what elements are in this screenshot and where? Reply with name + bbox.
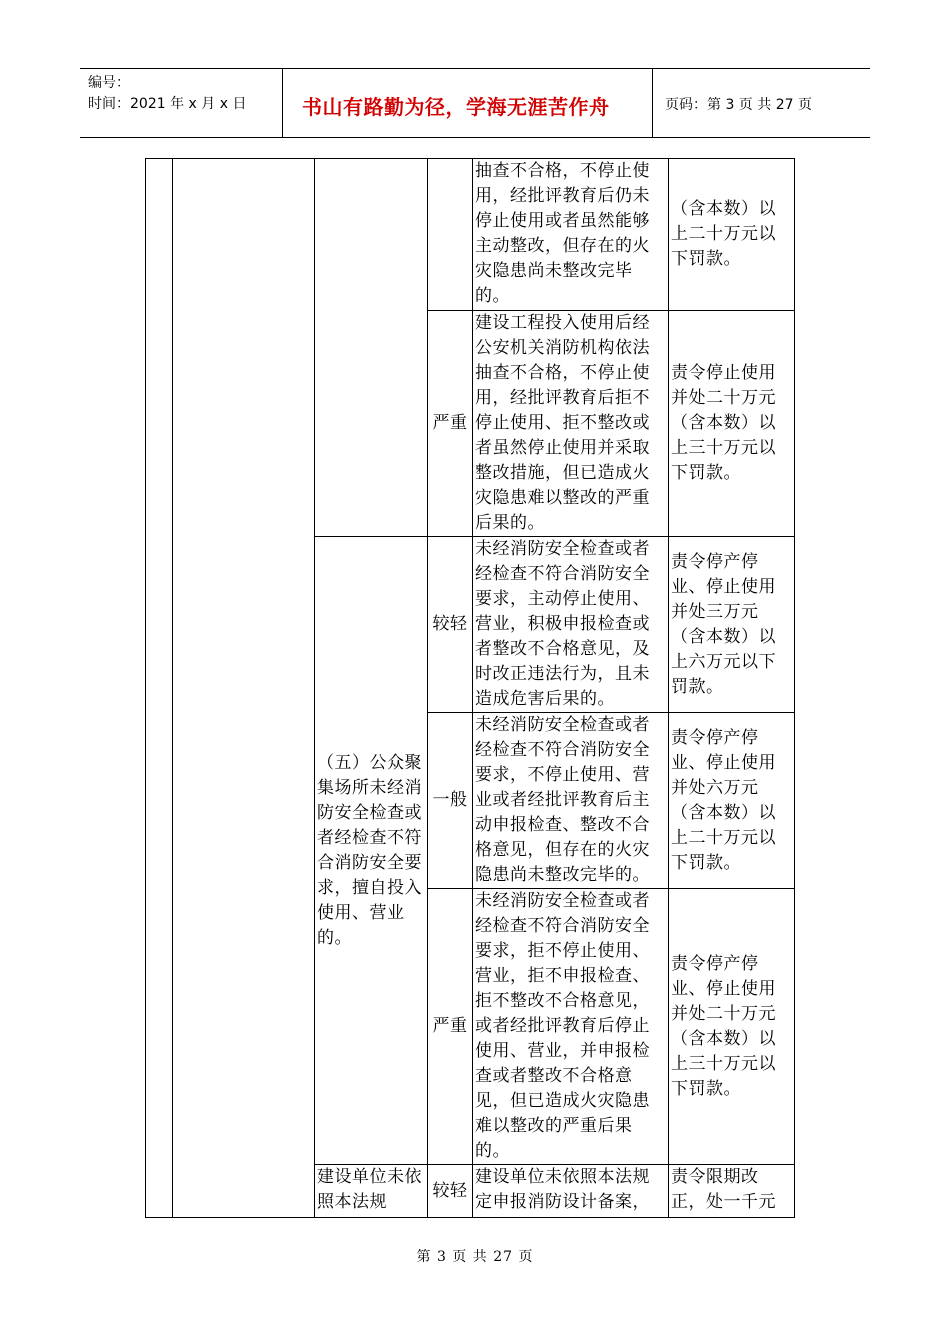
penalty-cell: 责令限期改正，处一千元 bbox=[669, 1165, 794, 1217]
severity-level-cell: 严重 bbox=[428, 889, 472, 1164]
header-meta bbox=[88, 73, 246, 115]
violation-cell: （五）公众聚集场所未经消防安全检查或者经检查不符合消防安全要求，擅自投入使用、营业的。 bbox=[315, 537, 427, 1164]
fact-cell: 未经消防安全检查或者经检查不符合消防安全要求，不停止使用、营业或者经批评教育后主动申报检查、整改不合格意见，但存在的火灾隐患尚未整改完毕的。 bbox=[473, 713, 668, 888]
severity-level-cell: 较轻 bbox=[428, 1165, 472, 1217]
fact-cell: 抽查不合格，不停止使用，经批评教育后仍未停止使用或者虽然能够主动整改，但存在的火灾隐患尚未整改完毕的。 bbox=[473, 159, 668, 310]
doc-number-label: 编号： bbox=[88, 75, 130, 91]
page-header bbox=[80, 68, 870, 138]
header-divider bbox=[652, 69, 653, 137]
severity-level-cell: 严重 bbox=[428, 311, 472, 536]
severity-level-cell bbox=[428, 159, 472, 310]
category-column-cell bbox=[173, 159, 314, 1217]
penalty-cell: 责令停产停业、停止使用并处六万元（含本数）以上二十万元以下罚款。 bbox=[669, 713, 794, 888]
page-footer: 第 3 页 共 27 页 bbox=[416, 1249, 534, 1265]
penalty-table bbox=[145, 158, 795, 1218]
fact-cell: 建设工程投入使用后经公安机关消防机构依法抽查不合格，不停止使用，经批评教育后拒不停止使用、拒不整改或者虽然停止使用并采取整改措施，但已造成火灾隐患难以整改的严重后果的。 bbox=[473, 311, 668, 536]
violation-cell bbox=[315, 159, 427, 536]
fact-cell: 未经消防安全检查或者经检查不符合消防安全要求，拒不停止使用、营业，拒不申报检查、拒不整改不合格意见，或者经批评教育后停止使用、营业，并申报检查或者整改不合格意见，但已造成火灾隐患难以整改的严重后果的。 bbox=[473, 889, 668, 1164]
fact-cell: 建设单位未依照本法规定申报消防设计备案， bbox=[473, 1165, 668, 1217]
index-column-cell bbox=[146, 159, 172, 1217]
header-motto: 书山有路勤为径，学海无涯苦作舟 bbox=[302, 95, 610, 119]
penalty-cell: 责令停产停业、停止使用并处三万元（含本数）以上六万元以下罚款。 bbox=[669, 537, 794, 712]
severity-level-cell: 一般 bbox=[428, 713, 472, 888]
penalty-cell: （含本数）以上二十万元以下罚款。 bbox=[669, 159, 794, 310]
penalty-cell: 责令停止使用并处二十万元（含本数）以上三十万元以下罚款。 bbox=[669, 311, 794, 536]
header-page-info: 页码：第 3 页 共 27 页 bbox=[665, 97, 812, 113]
table-row bbox=[146, 159, 794, 310]
severity-level-cell: 较轻 bbox=[428, 537, 472, 712]
penalty-cell: 责令停产停业、停止使用并处二十万元（含本数）以上三十万元以下罚款。 bbox=[669, 889, 794, 1164]
violation-cell: 建设单位未依照本法规 bbox=[315, 1165, 427, 1217]
header-divider bbox=[282, 69, 283, 137]
fact-cell: 未经消防安全检查或者经检查不符合消防安全要求，主动停止使用、营业，积极申报检查或者整改不合格意见，及时改正违法行为，且未造成危害后果的。 bbox=[473, 537, 668, 712]
doc-time-label: 时间：2021 年 x 月 x 日 bbox=[88, 96, 247, 112]
